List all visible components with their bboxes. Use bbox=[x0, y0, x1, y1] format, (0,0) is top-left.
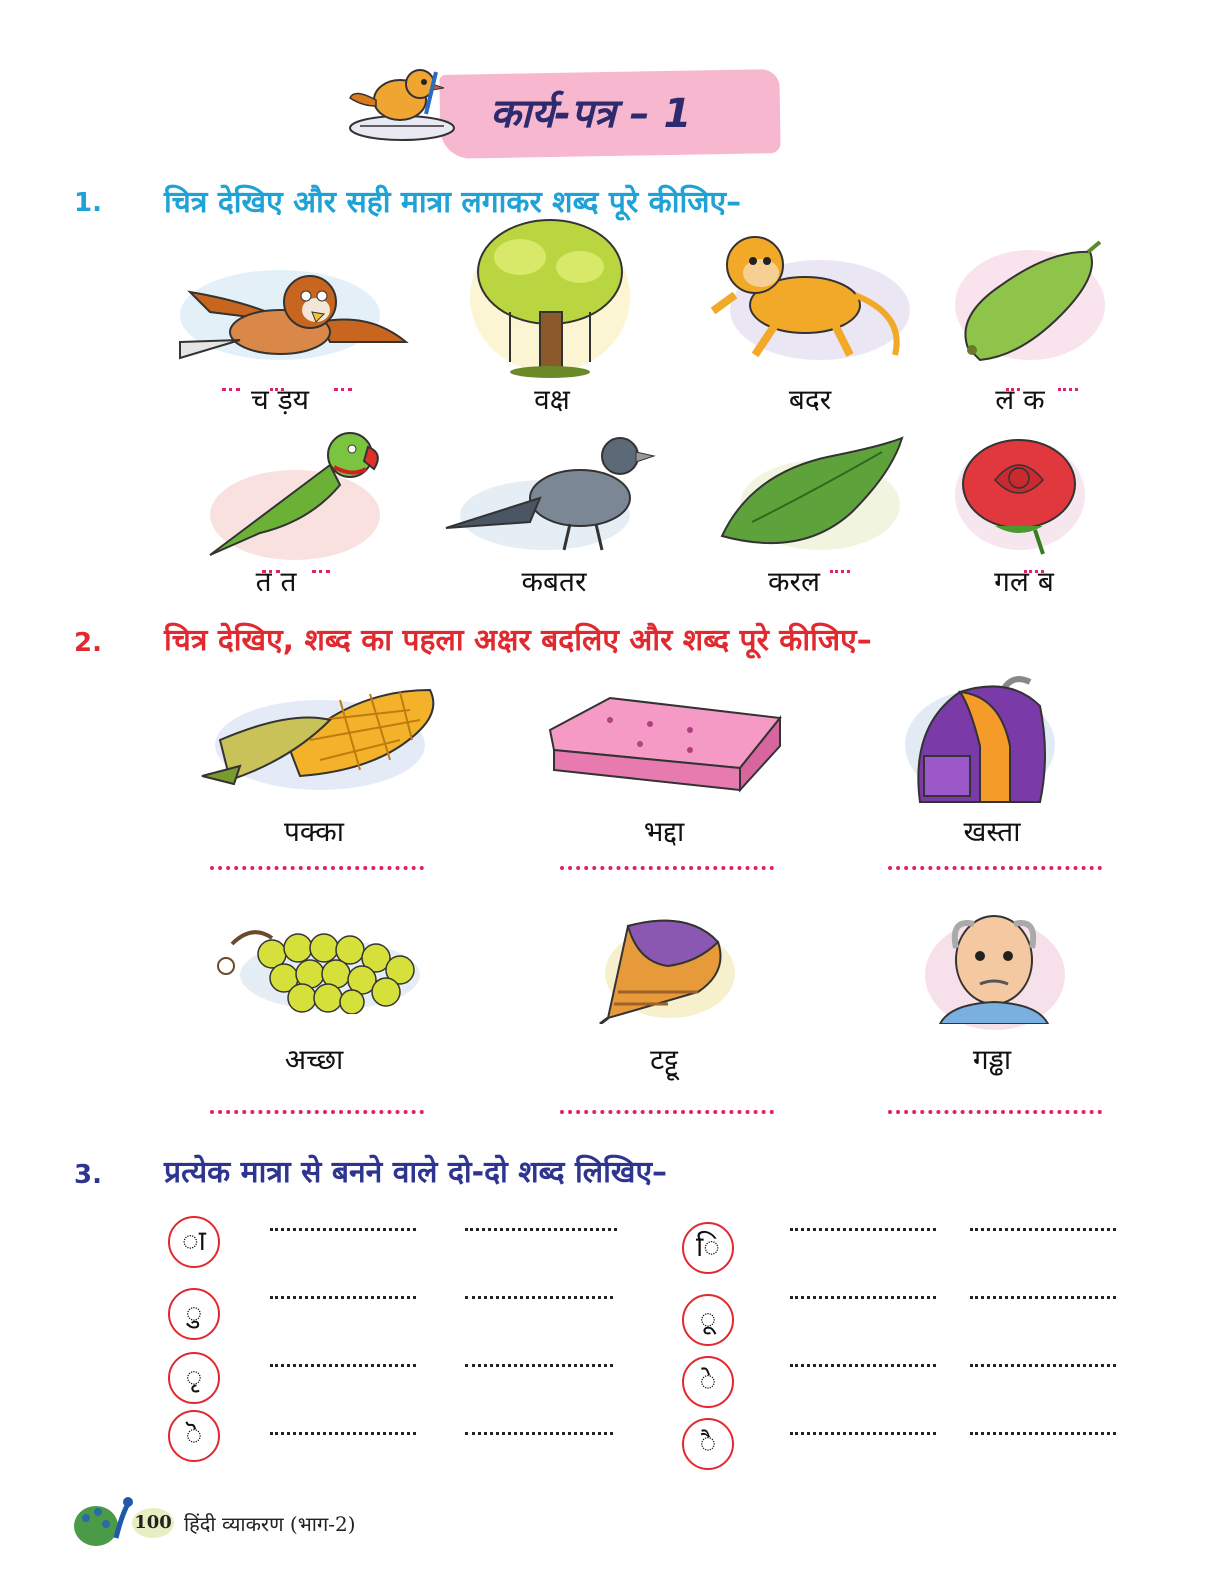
q1-word-4: ल क bbox=[995, 383, 1045, 416]
mattress-icon bbox=[540, 690, 790, 798]
answer-blank[interactable] bbox=[270, 1228, 416, 1231]
question-3-instruction: प्रत्येक मात्रा से बनने वाले दो-दो शब्द लिखिए– bbox=[164, 1155, 668, 1190]
page-number: 100 bbox=[132, 1508, 174, 1538]
answer-blank[interactable] bbox=[790, 1432, 936, 1435]
answer-blank[interactable] bbox=[465, 1432, 613, 1435]
answer-blank[interactable] bbox=[970, 1296, 1116, 1299]
matra-circle-2: ु bbox=[168, 1288, 220, 1340]
spinning-top-icon bbox=[598, 912, 730, 1024]
corn-icon bbox=[200, 680, 440, 792]
tree-icon bbox=[470, 212, 630, 382]
answer-blank[interactable] bbox=[970, 1228, 1116, 1231]
q2-word-6: गड्ढा bbox=[972, 1043, 1012, 1076]
school-bag-icon bbox=[900, 666, 1050, 806]
q1-word-1: च ड़य bbox=[251, 383, 309, 416]
matra-circle-4: ॆ bbox=[168, 1410, 220, 1462]
q2-word-1: पक्का bbox=[284, 815, 344, 848]
page-title: कार्य-पत्र – 1 bbox=[490, 91, 692, 137]
q1-word-7: करल bbox=[768, 565, 820, 598]
pigeon-icon bbox=[440, 432, 670, 557]
question-2-number: 2. bbox=[74, 628, 102, 658]
bird-writing-icon bbox=[340, 62, 460, 146]
answer-blank[interactable] bbox=[790, 1228, 936, 1231]
q1-word-6: कबतर bbox=[521, 565, 587, 598]
answer-blank[interactable] bbox=[270, 1364, 416, 1367]
q1-word-3: बदर bbox=[788, 383, 832, 416]
q2-word-4: अच्छा bbox=[284, 1043, 344, 1076]
rose-icon bbox=[955, 430, 1085, 558]
matra-circle-8: ै bbox=[682, 1418, 734, 1470]
matra-circle-3: ृ bbox=[168, 1352, 220, 1404]
parrot-icon bbox=[190, 425, 390, 560]
q1-word-5: त त bbox=[255, 565, 297, 598]
answer-blank[interactable] bbox=[270, 1296, 416, 1299]
question-1-instruction: चित्र देखिए और सही मात्रा लगाकर शब्द पूरे कीजिए– bbox=[164, 185, 742, 220]
answer-blank[interactable] bbox=[465, 1296, 613, 1299]
sparrow-icon bbox=[170, 262, 410, 372]
peacock-icon bbox=[72, 1494, 136, 1550]
q2-word-3: खस्ता bbox=[963, 815, 1021, 848]
matra-circle-1: ा bbox=[168, 1216, 220, 1268]
old-man-icon bbox=[930, 908, 1060, 1024]
monkey-icon bbox=[705, 225, 915, 365]
answer-blank[interactable] bbox=[465, 1228, 617, 1231]
q1-word-2: वक्ष bbox=[534, 383, 570, 416]
matra-circle-6: ू bbox=[682, 1294, 734, 1346]
question-2-instruction: चित्र देखिए, शब्द का पहला अक्षर बदलिए और शब्द पूरे कीजिए– bbox=[164, 623, 872, 658]
answer-blank[interactable] bbox=[465, 1364, 613, 1367]
bottle-gourd-icon bbox=[950, 236, 1110, 366]
book-title: हिंदी व्याकरण (भाग-2) bbox=[184, 1512, 356, 1536]
grapes-icon bbox=[212, 914, 422, 1014]
question-1-number: 1. bbox=[74, 188, 102, 218]
q2-word-2: भद्दा bbox=[643, 815, 685, 848]
question-3-number: 3. bbox=[74, 1160, 102, 1190]
q2-word-5: टट्टू bbox=[650, 1043, 678, 1076]
answer-blank[interactable] bbox=[790, 1296, 936, 1299]
bitter-gourd-icon bbox=[712, 432, 912, 572]
matra-circle-5: ि bbox=[682, 1222, 734, 1274]
matra-circle-7: े bbox=[682, 1356, 734, 1408]
answer-blank[interactable] bbox=[970, 1432, 1116, 1435]
q1-word-8: गल ब bbox=[994, 565, 1054, 598]
answer-blank[interactable] bbox=[270, 1432, 416, 1435]
answer-blank[interactable] bbox=[970, 1364, 1116, 1367]
answer-blank[interactable] bbox=[790, 1364, 936, 1367]
